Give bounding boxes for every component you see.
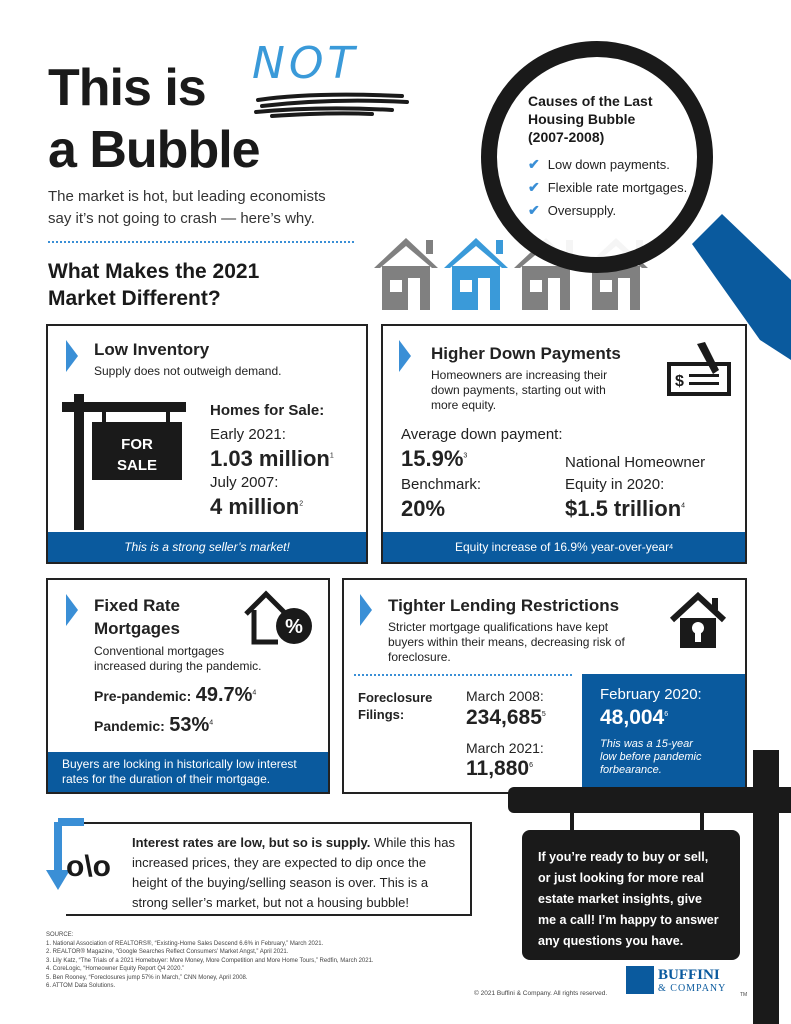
bench-label: Benchmark: [401, 476, 482, 493]
higher-down-card [381, 324, 747, 564]
lending-desc2: buyers within their means, decreasing risk of [388, 635, 625, 649]
july-label: July 2007: [210, 474, 279, 491]
feb-panel [582, 674, 745, 792]
causes-item: ✔ Oversupply. [528, 202, 617, 218]
source-item: 4. CoreLogic, “Homeowner Equity Report Q4 2020.” [46, 966, 185, 972]
m2021-value: 11,880$^6$ [466, 757, 533, 780]
check-payment-icon [667, 342, 733, 396]
causes-item: ✔ Low down payments. [528, 156, 670, 172]
avg-value: 15.9%$^3$ [401, 446, 468, 471]
cta-line2: or just looking for more real [538, 871, 704, 885]
homes-label: Homes for Sale: [210, 402, 325, 419]
signpost-bar [508, 787, 791, 813]
chevron-right-icon [66, 340, 78, 372]
sign-line1: FOR [121, 436, 153, 453]
lending-desc3: foreclosure. [388, 650, 451, 664]
buffini-logo [626, 966, 738, 996]
equity-label1: National Homeowner [565, 454, 706, 471]
m2008-value: 234,685$^5$ [466, 706, 546, 729]
section-heading-line2: Market Different? [48, 287, 221, 310]
lending-desc1: Stricter mortgage qualifications have kept [388, 620, 609, 634]
signpost-chain [570, 813, 574, 831]
pandemic-row: Pandemic: 53%$^4$ [94, 714, 214, 736]
avg-label: Average down payment: [401, 426, 563, 443]
source-item: 2. REALTOR® Magazine, “Google Searches Reflect Consumers’ Market Angst,” April 2021. [46, 949, 289, 955]
filings-label2: Filings: [358, 707, 405, 722]
bench-value: 20% [401, 496, 446, 521]
source-item: 5. Ben Rooney, “Foreclosures jump 57% in March,” CNN Money, April 2008. [46, 974, 248, 981]
pre-pandemic-row: Pre-pandemic: 49.7%$^4$ [94, 684, 257, 706]
dotted-divider [48, 241, 354, 243]
logo-line2: & COMPANY [658, 983, 727, 994]
early-value: 1.03 million$^1$ [210, 446, 334, 471]
check-icon: ✔ [528, 202, 540, 218]
cta-panel [522, 830, 740, 960]
source-item: 1. National Association of REALTORS®, “Existing-Home Sales Descend 6.6% in February,” March 2021. [46, 940, 324, 947]
causes-heading-line1: Causes of the Last [528, 93, 653, 109]
title-line1: This is [48, 59, 206, 117]
higher-down-desc2: down payments, starting out with [431, 383, 606, 397]
sign-line2: SALE [116, 457, 157, 474]
feb-label: February 2020: [600, 686, 702, 703]
cta-line3: estate market insights, give [538, 892, 702, 906]
chevron-right-icon [66, 594, 78, 626]
title-line2: a Bubble [48, 121, 260, 179]
percent-down-arrow-icon [44, 818, 124, 898]
scribble-underline [252, 86, 412, 120]
higher-down-band: Equity increase of 16.9% year-over-year 4 [383, 532, 745, 562]
sources: SOURCE: 1. National Association of REALTORS®, “Existing-Home Sales Descend 6.6% in February,” March 2021. 2. REALTOR® Magazine, “Google Searches Reflect Consumers’ Market Angst,” April 2021. 3. Lily Katz, “The Trials of a 2021 Homebuyer: More Money, More Competition and More Home Tours,” Redfin, March 2021. 4. CoreLogic, “Homeowner Equity Report Q4 2020.” 5. Ben Rooney, “Foreclosures jump 57% in March,” CNN Money, April 2008. 6. ATTOM Data Solutions. [46, 931, 446, 991]
svg-text:$: $ [675, 373, 684, 390]
lending-card [342, 578, 747, 794]
section-heading-line1: What Makes the 2021 [48, 260, 260, 283]
m2021-label: March 2021: [466, 740, 544, 756]
svg-text:o\o: o\o [66, 850, 111, 883]
check-icon: ✔ [528, 179, 540, 195]
chevron-right-icon [360, 594, 372, 626]
causes-item: ✔ Flexible rate mortgages. [528, 179, 688, 195]
filings-label1: Foreclosure [358, 690, 433, 705]
interest-text: Interest rates are low, but so is supply. While this has increased prices, they are expected to dip once the height of the buying/selling season is over. This is a strong seller’s market, but not a housing bubble! [132, 835, 455, 910]
copyright: © 2021 Buffini & Company. All rights reserved. [474, 990, 608, 997]
m2008-label: March 2008: [466, 688, 544, 704]
equity-value: $1.5 trillion$^4$ [565, 496, 686, 521]
subtitle-line1: The market is hot, but leading economists [48, 188, 326, 205]
fixed-rate-desc2: increased during the pandemic. [94, 659, 262, 673]
cta-line5: any questions you have. [538, 934, 684, 948]
not-word: NOT [252, 38, 359, 89]
equity-label2: Equity in 2020: [565, 476, 665, 493]
fixed-rate-band: Buyers are locking in historically low interest rates for the duration of their mortgage. [48, 752, 328, 792]
source-item: 3. Lily Katz, “The Trials of a 2021 Homebuyer: More Money, More Competition and More Home Tours,” Redfin, March 2021. [46, 957, 374, 964]
feb-value: 48,004$^6$ [600, 706, 669, 729]
feb-note3: forbearance. [600, 764, 662, 776]
house-lock-icon [668, 592, 728, 650]
fixed-rate-title1: Fixed Rate [94, 596, 180, 615]
chevron-right-icon [399, 340, 411, 372]
trademark: TM [740, 992, 748, 998]
house-icon [374, 238, 438, 310]
lending-title: Tighter Lending Restrictions [388, 596, 620, 615]
feb-note2: low before pandemic [600, 751, 702, 763]
low-inventory-title: Low Inventory [94, 340, 210, 359]
causes-heading-line2: Housing Bubble [528, 111, 636, 127]
causes-heading-line3: (2007-2008) [528, 129, 605, 145]
cta-line4: me a call! I’m happy to answer [538, 913, 719, 927]
fixed-rate-desc1: Conventional mortgages [94, 644, 225, 658]
house-percent-icon [242, 588, 318, 648]
lending-divider [354, 674, 572, 676]
fixed-rate-card [46, 578, 330, 794]
early-label: Early 2021: [210, 426, 286, 443]
fixed-rate-title2: Mortgages [94, 619, 180, 638]
magnifier-illustration [460, 30, 791, 370]
signpost-pole [753, 750, 779, 1024]
signpost-chain [700, 813, 704, 831]
source-item: 6. ATTOM Data Solutions. [46, 983, 116, 989]
check-icon: ✔ [528, 156, 540, 172]
higher-down-desc3: more equity. [431, 398, 497, 412]
low-inventory-card [46, 324, 368, 564]
logo-mark-icon [626, 966, 654, 994]
july-value: 4 million$^2$ [210, 494, 304, 519]
subtitle-line2: say it’s not going to crash — here’s why. [48, 210, 315, 227]
logo-line1: BUFFINI [658, 967, 720, 983]
low-inventory-band: This is a strong seller’s market! [48, 532, 366, 562]
low-inventory-subtitle: Supply does not outweigh demand. [94, 364, 282, 378]
feb-note1: This was a 15-year [600, 738, 693, 750]
cta-line1: If you’re ready to buy or sell, [538, 850, 709, 864]
higher-down-desc1: Homeowners are increasing their [431, 368, 608, 382]
svg-text:%: % [285, 616, 303, 638]
higher-down-title: Higher Down Payments [431, 344, 621, 363]
